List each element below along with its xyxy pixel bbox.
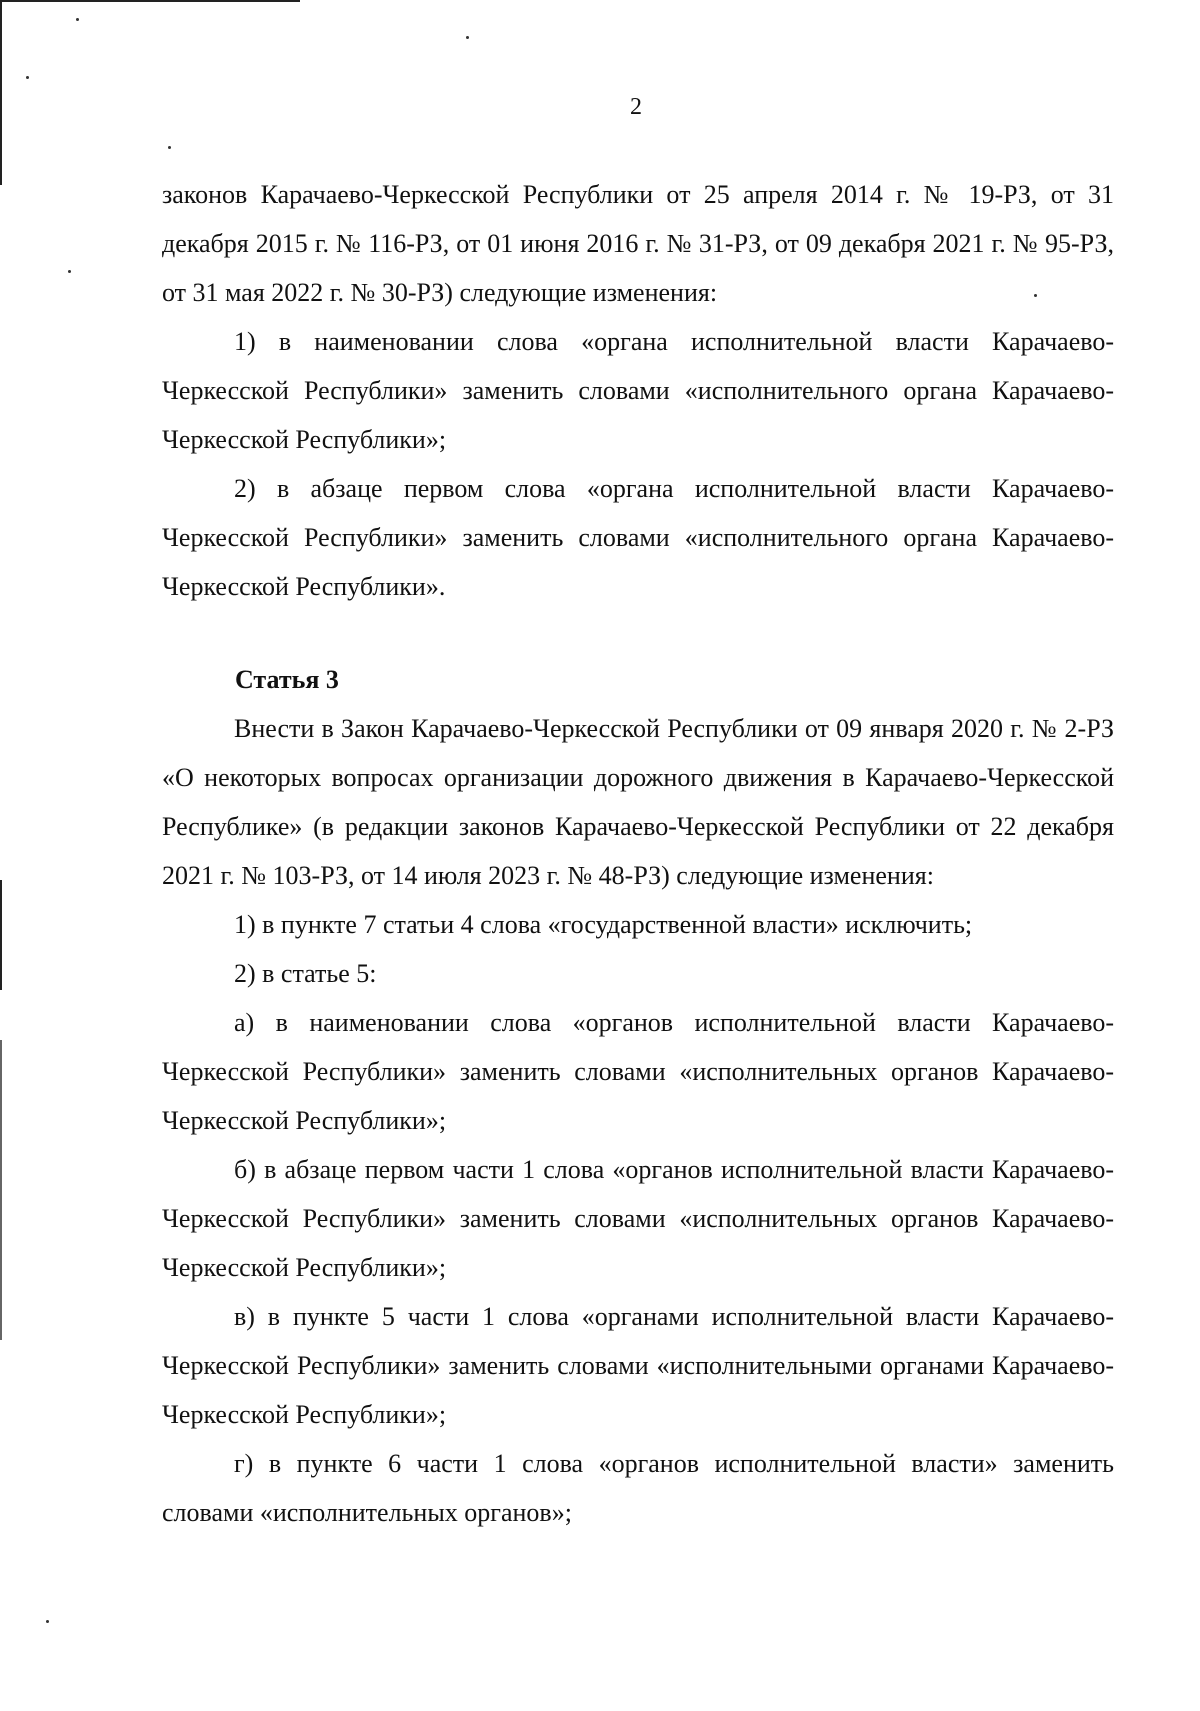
paragraph-item: 2) в абзаце первом слова «органа исполнительной власти Карачаево-Черкесской Республики» заменить словами «исполнительного органа Карачаево-Черкесской Республики».	[162, 474, 1114, 601]
document-body	[162, 170, 1114, 1537]
paragraph-item: 2) в статье 5:	[234, 959, 377, 988]
paragraph-article-intro: Внести в Закон Карачаево-Черкесской Республики от 09 января 2020 г. № 2-РЗ «О некоторых вопросах организации дорожного движения в Карачаево-Черкесской Республике» (в редакции законов Карачаево-Черкесской Республики от 22 декабря 2021 г. № 103-РЗ, от 14 июля 2023 г. № 48-РЗ) следующие изменения:	[162, 714, 1114, 890]
article-heading: Статья 3	[235, 665, 339, 694]
paragraph-item: 1) в наименовании слова «органа исполнительной власти Карачаево-Черкесской Республики» заменить словами «исполнительного органа Карачаево-Черкесской Республики»;	[162, 327, 1114, 454]
scan-artifact-dot	[26, 76, 29, 79]
scan-artifact-left-edge	[0, 1040, 2, 1340]
paragraph-subitem: а) в наименовании слова «органов исполнительной власти Карачаево-Черкесской Республики» заменить словами «исполнительных органов Карачаево-Черкесской Республики»;	[162, 1008, 1114, 1135]
scan-artifact-dot	[68, 270, 71, 273]
paragraph-subitem: б) в абзаце первом части 1 слова «органов исполнительной власти Карачаево-Черкесской Республики» заменить словами «исполнительных органов Карачаево-Черкесской Республики»;	[162, 1155, 1114, 1282]
page-number: 2	[630, 94, 642, 120]
paragraph-item: 1) в пункте 7 статьи 4 слова «государственной власти» исключить;	[234, 910, 973, 939]
paragraph-continuation: законов Карачаево-Черкесской Республики от 25 апреля 2014 г. № 19-РЗ, от 31 декабря 2015 г. № 116-РЗ, от 01 июня 2016 г. № 31-РЗ, от 09 декабря 2021 г. № 95-РЗ, от 31 мая 2022 г. № 30-РЗ) следующие изменения:	[162, 180, 1114, 307]
paragraph-subitem: г) в пункте 6 части 1 слова «органов исполнительной власти» заменить словами «исполнительных органов»;	[162, 1449, 1114, 1527]
scan-artifact-top-line	[0, 0, 300, 2]
scan-artifact-dot	[46, 1620, 49, 1623]
scan-artifact-dot	[466, 36, 469, 39]
paragraph-subitem: в) в пункте 5 части 1 слова «органами исполнительной власти Карачаево-Черкесской Республики» заменить словами «исполнительными органами Карачаево-Черкесской Республики»;	[162, 1302, 1114, 1429]
scan-artifact-dot	[76, 18, 79, 21]
scan-artifact-dot	[168, 146, 171, 149]
scan-artifact-left-edge	[0, 880, 2, 990]
